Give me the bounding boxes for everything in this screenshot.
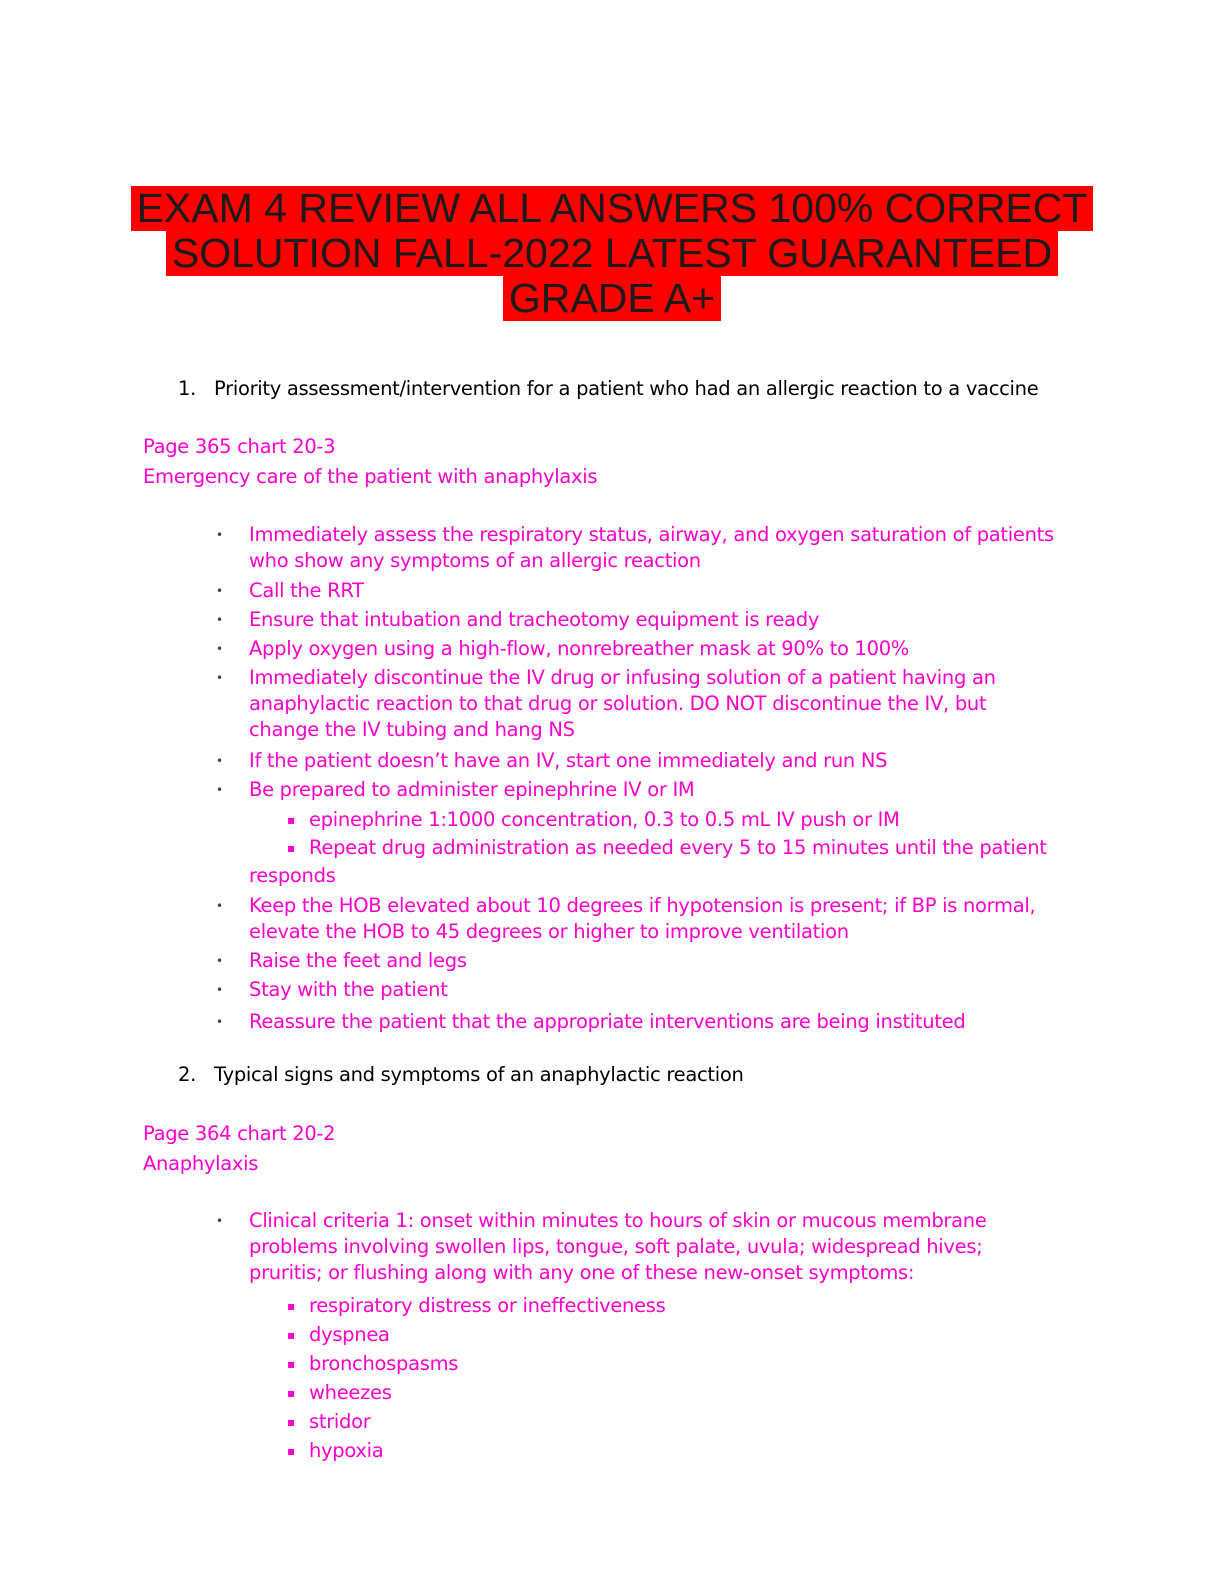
question-number: 2. [178, 1063, 197, 1086]
sub-list-item: ▪ hypoxia [309, 1437, 1069, 1465]
square-bullet-icon: ▪ [287, 1415, 295, 1429]
bullet-icon: • [216, 983, 223, 997]
bullet-icon: • [216, 754, 223, 768]
document-title [0, 186, 1224, 321]
list-item: • Call the RRT [216, 579, 364, 602]
question-1 [178, 377, 1038, 400]
list-item: • Raise the feet and legs [216, 949, 467, 972]
square-bullet-icon: ▪ [287, 1386, 295, 1400]
title-line-2: SOLUTION FALL-2022 LATEST GUARANTEED [166, 231, 1058, 276]
sub-list-item: ▪ epinephrine 1:1000 concentration, 0.3 to 0.5 mL IV push or IM [309, 806, 1069, 834]
bullet-icon: • [216, 783, 223, 797]
square-bullet-icon: ▪ [287, 813, 295, 827]
bullet-icon: • [216, 1015, 223, 1029]
question-2 [178, 1063, 744, 1086]
bullet-icon: • [216, 613, 223, 627]
square-bullet-icon: ▪ [287, 1299, 295, 1313]
sub-list-item: ▪ stridor [309, 1408, 1069, 1436]
reference-title: Anaphylaxis [143, 1152, 259, 1175]
sub-list-item-continuation: responds [249, 864, 336, 887]
bullet-icon: • [216, 671, 223, 685]
square-bullet-icon: ▪ [287, 841, 295, 855]
list-item: • Ensure that intubation and tracheotomy equipment is ready [216, 608, 820, 631]
reference-page: Page 364 chart 20-2 [143, 1122, 336, 1145]
list-item: • Stay with the patient [216, 978, 448, 1001]
bullet-icon: • [216, 584, 223, 598]
reference-page: Page 365 chart 20-3 [143, 435, 336, 458]
sub-list-item: ▪ wheezes [309, 1379, 1069, 1407]
list-item: • Clinical criteria 1: onset within minutes to hours of skin or mucous membrane problems involving swollen lips, tongue, soft palate, uvula; widespread hives; pruritis; or flushing along with any one of these new-onset symptoms: [216, 1209, 987, 1284]
square-bullet-icon: ▪ [287, 1357, 295, 1371]
bullet-icon: • [216, 1214, 223, 1228]
list-item: • Immediately assess the respiratory status, airway, and oxygen saturation of patients who show any symptoms of an allergic reaction [216, 523, 1054, 572]
question-text: Typical signs and symptoms of an anaphylactic reaction [214, 1063, 744, 1086]
title-line-1: EXAM 4 REVIEW ALL ANSWERS 100% CORRECT [131, 186, 1094, 231]
bullet-icon: • [216, 528, 223, 542]
square-bullet-icon: ▪ [287, 1328, 295, 1342]
bullet-icon: • [216, 954, 223, 968]
list-item: • Be prepared to administer epinephrine IV or IM [216, 778, 695, 801]
square-bullet-icon: ▪ [287, 1444, 295, 1458]
sub-list-item: ▪ bronchospasms [309, 1350, 1069, 1378]
question-number: 1. [178, 377, 197, 400]
list-item: • If the patient doesn’t have an IV, start one immediately and run NS [216, 749, 888, 772]
list-item: • Reassure the patient that the appropriate interventions are being instituted [216, 1010, 966, 1033]
list-item: • Keep the HOB elevated about 10 degrees if hypotension is present; if BP is normal, elevate the HOB to 45 degrees or higher to improve ventilation [216, 894, 1036, 943]
bullet-icon: • [216, 642, 223, 656]
sub-list-item: ▪ Repeat drug administration as needed every 5 to 15 minutes until the patient [309, 834, 1069, 862]
reference-title: Emergency care of the patient with anaphylaxis [143, 465, 598, 488]
sub-list-item: ▪ dyspnea [309, 1321, 1069, 1349]
bullet-icon: • [216, 899, 223, 913]
title-line-3: GRADE A+ [503, 276, 721, 321]
list-item: • Apply oxygen using a high-flow, nonrebreather mask at 90% to 100% [216, 637, 910, 660]
question-text: Priority assessment/intervention for a patient who had an allergic reaction to a vaccine [214, 377, 1039, 400]
list-item: • Immediately discontinue the IV drug or infusing solution of a patient having an anaphylactic reaction to that drug or solution. DO NOT discontinue the IV, but change the IV tubing and hang NS [216, 666, 996, 741]
sub-list-item: ▪ respiratory distress or ineffectiveness [309, 1292, 1069, 1320]
